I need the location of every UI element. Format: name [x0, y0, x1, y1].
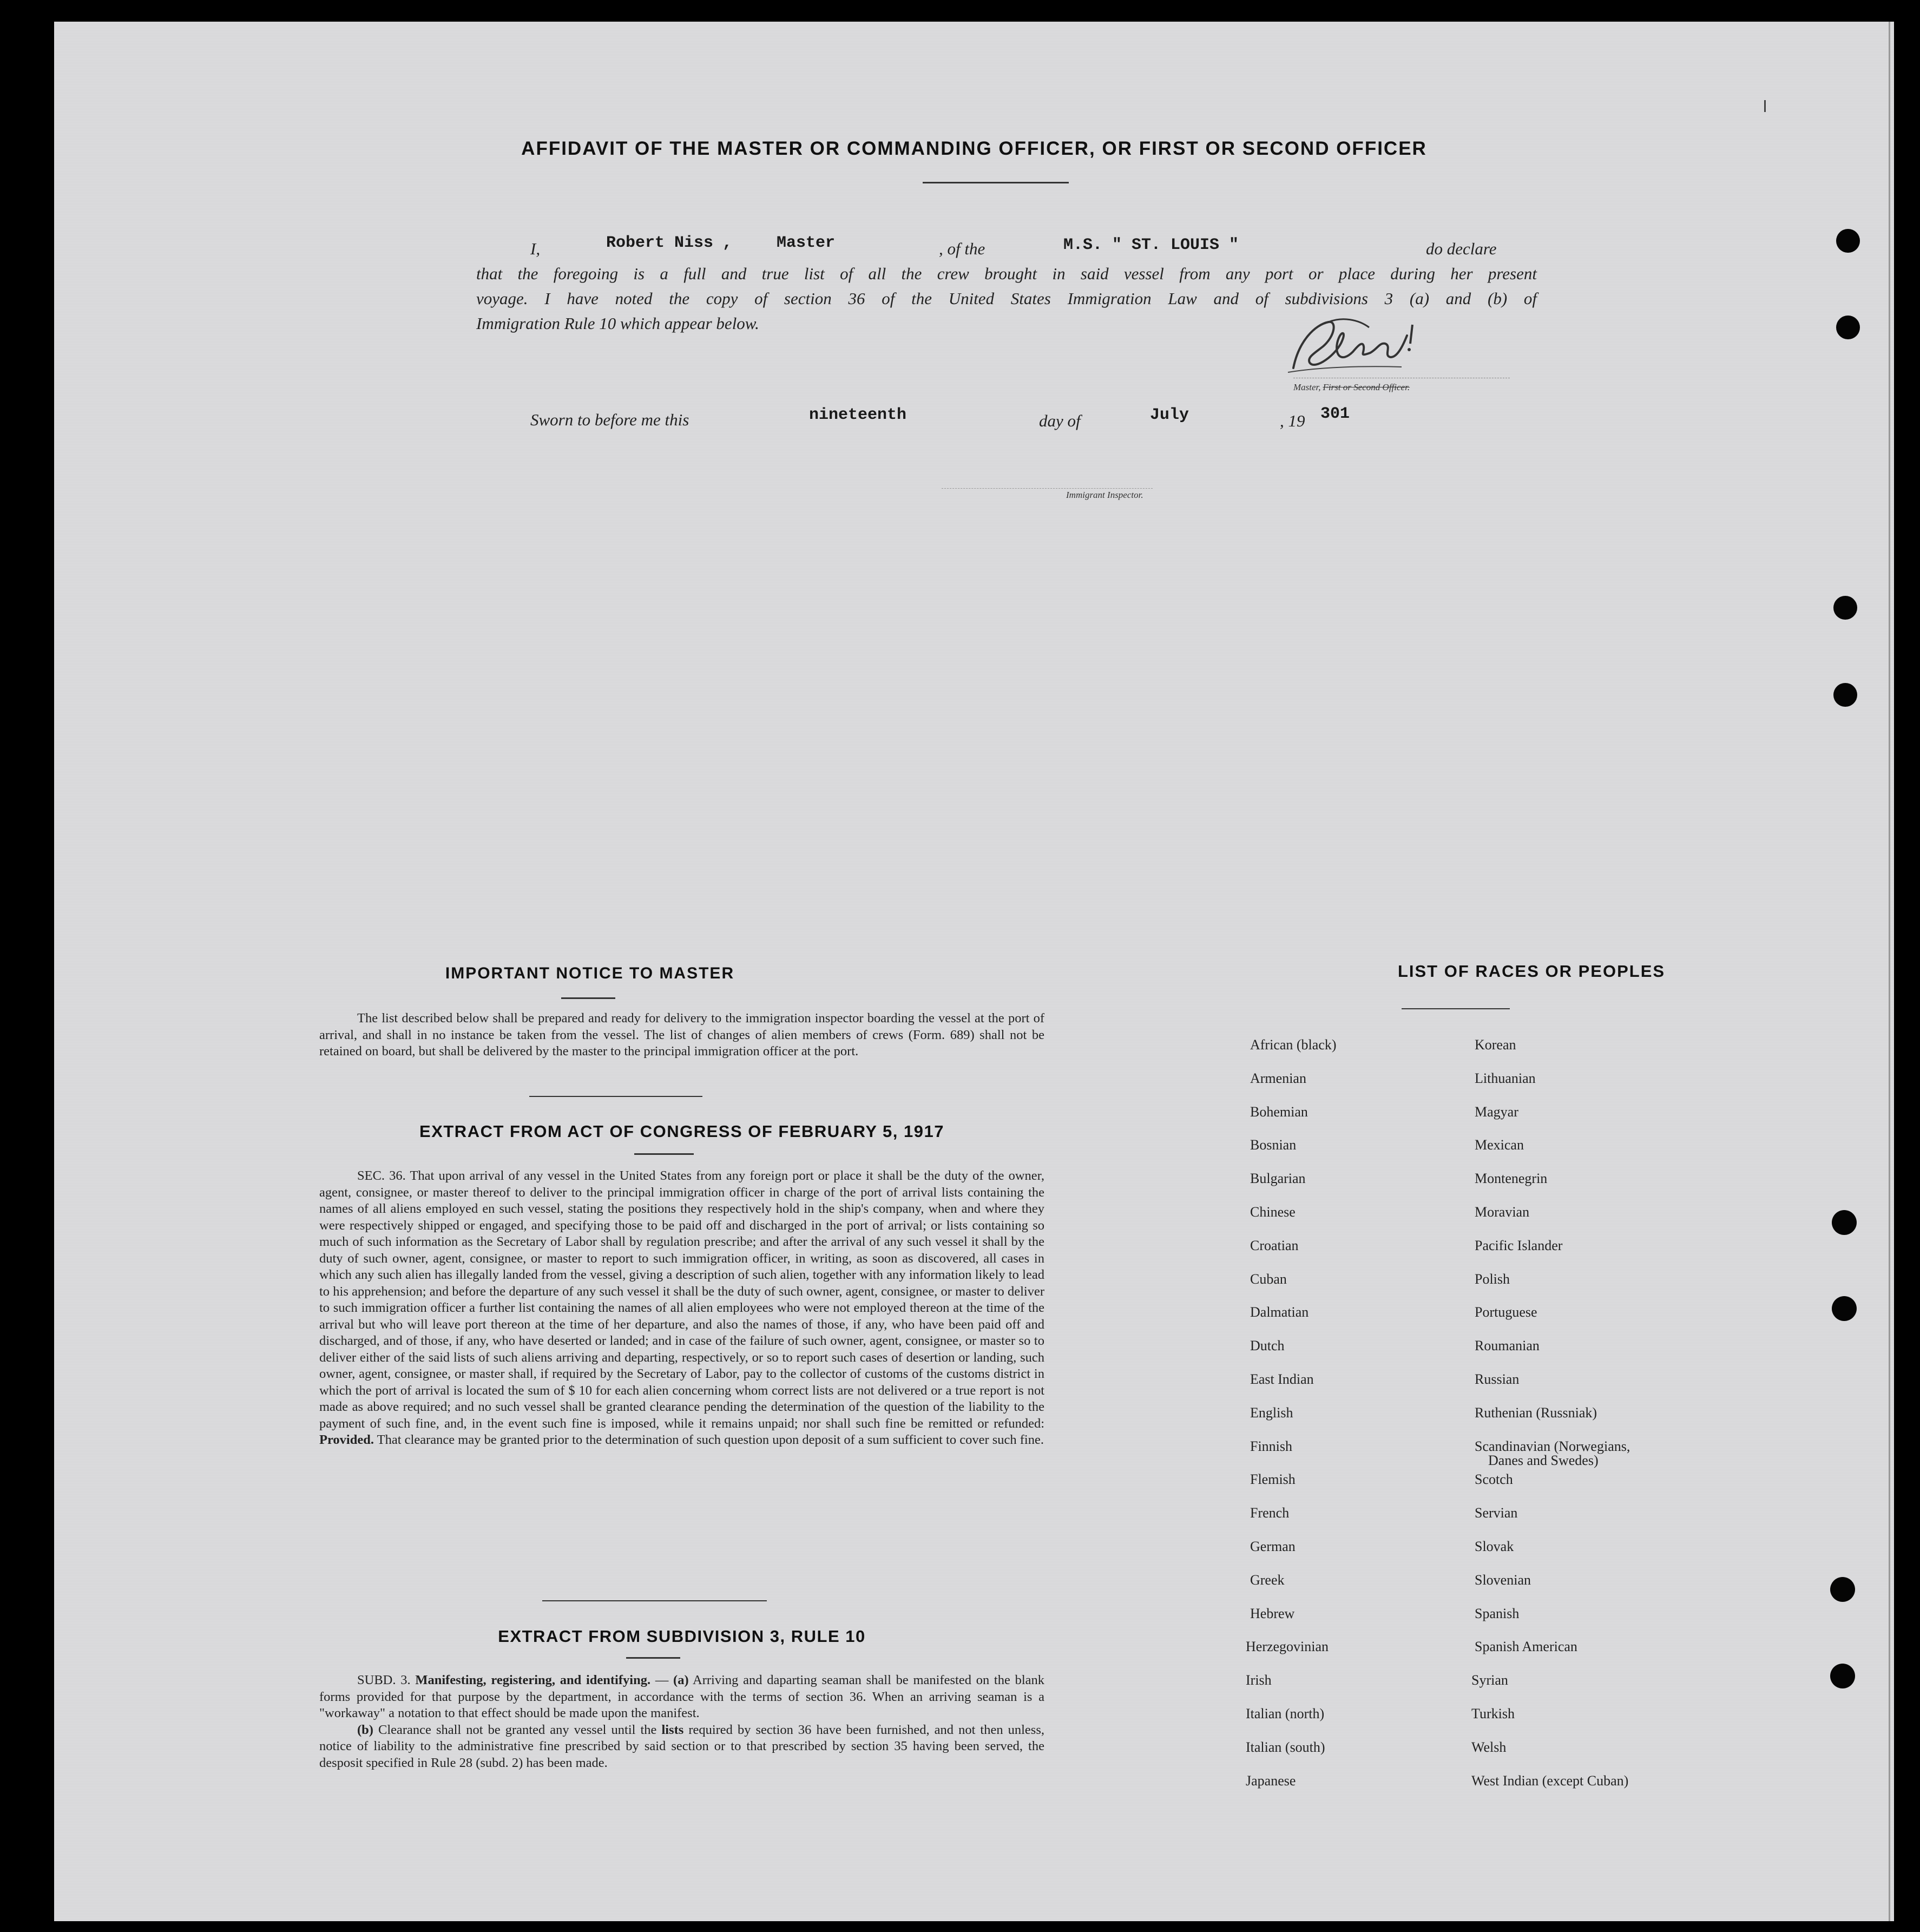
races-divider	[1402, 1008, 1510, 1009]
notice-paragraph: The list described below shall be prepared and ready for delivery to the immigration inspector boarding the vessel at the port of arrival, and shall in no instance be taken from the vessel. The list of changes of alien members of crews (Form. 689) shall not be retained on board, but shall be delivered by the master to the principal immigration officer at the port.	[319, 1011, 1044, 1059]
day-of-label: day of	[1039, 411, 1081, 430]
race-item: Herzegovinian	[1246, 1639, 1329, 1655]
race-item: East Indian	[1250, 1371, 1314, 1387]
rule-b-text-2: required by section 36 have been furnished, and not then unless, notice of liability to the administrative fine prescribed by said section or to that prescribed by section 35 having been served, the desposit specified in Rule 28 (subd. 2) has been made.	[319, 1722, 1044, 1770]
race-item: Bohemian	[1250, 1103, 1308, 1120]
race-item: Spanish	[1475, 1605, 1520, 1621]
race-item: Spanish American	[1475, 1639, 1577, 1655]
race-item: Italian (south)	[1246, 1739, 1325, 1755]
race-item: Flemish	[1250, 1471, 1296, 1488]
sworn-day: nineteenth	[809, 406, 907, 424]
act-text	[319, 1168, 1044, 1449]
affidavit-i-label: I,	[530, 239, 541, 258]
notice-text	[319, 1010, 1044, 1060]
page-right-edge	[1889, 22, 1890, 1921]
act-provided-label: Provided.	[319, 1432, 374, 1447]
race-item: Ruthenian (Russniak)	[1475, 1404, 1597, 1421]
act-text-after: That clearance may be granted prior to the determination of such question upon deposit of a sum sufficient to cover such fine.	[377, 1432, 1044, 1447]
race-item: Bulgarian	[1250, 1171, 1306, 1187]
rule-a-bold: Manifesting, registering, and identifying.	[415, 1673, 651, 1687]
race-item: Japanese	[1246, 1772, 1296, 1789]
race-item: Slovak	[1475, 1539, 1514, 1554]
race-item: Greek	[1250, 1572, 1285, 1588]
affidavit-title: AFFIDAVIT OF THE MASTER OR COMMANDING OFFICER, OR FIRST OR SECOND OFFICER	[521, 138, 1427, 159]
document-page	[54, 22, 1894, 1921]
race-item: German	[1250, 1539, 1296, 1554]
notice-title: IMPORTANT NOTICE TO MASTER	[445, 964, 735, 982]
sworn-month: July	[1150, 406, 1189, 424]
affidavit-line-3: voyage. I have noted the copy of section 36 of the United States Immigration Law and of subdivisions 3 (a) and (b) of	[476, 289, 1537, 308]
act-bottom-divider	[542, 1600, 767, 1601]
do-declare-label: do declare	[1426, 239, 1497, 258]
signature-caption-master: Master,	[1293, 382, 1321, 392]
race-item: Slovenian	[1475, 1572, 1531, 1588]
rule-a-text: Arriving and daparting seaman shall be manifested on the blank forms provided for that purpose by the department, in accordance with the terms of section 36. When an arriving seaman is a "workaway" a notation to that effect should be made upon the manifest.	[319, 1673, 1045, 1720]
race-item: African (black)	[1250, 1037, 1337, 1053]
race-item: West Indian (except Cuban)	[1471, 1772, 1629, 1789]
act-divider	[634, 1153, 694, 1155]
signature-caption-struck: First or Second Officer.	[1323, 382, 1410, 392]
race-item: Danes and Swedes)	[1488, 1452, 1599, 1468]
rule-a-prefix: SUBD. 3.	[357, 1673, 411, 1687]
race-item: Dutch	[1250, 1338, 1285, 1354]
rule-a-dash: —	[655, 1673, 669, 1687]
corner-mark	[1764, 100, 1766, 112]
rule-b-label: (b)	[357, 1722, 373, 1737]
race-item: Servian	[1475, 1505, 1518, 1521]
rule-b-text-1: Clearance shall not be granted any vessel until the	[378, 1722, 657, 1737]
race-item: Scandinavian (Norwegians,	[1475, 1438, 1630, 1454]
rule-a-label: (a)	[673, 1673, 689, 1687]
master-signature	[1277, 303, 1450, 384]
race-item: Mexican	[1475, 1137, 1524, 1153]
affidavit-line-4: Immigration Rule 10 which appear below.	[476, 314, 759, 333]
race-item: Pacific Islander	[1475, 1237, 1563, 1253]
punch-hole	[1833, 596, 1857, 620]
race-item: Lithuanian	[1475, 1070, 1536, 1086]
races-title: LIST OF RACES OR PEOPLES	[1397, 962, 1666, 981]
race-item: Irish	[1246, 1672, 1272, 1688]
punch-hole	[1830, 1664, 1855, 1688]
rule-divider	[626, 1657, 680, 1659]
race-item: Polish	[1475, 1271, 1510, 1287]
race-item: Cuban	[1250, 1271, 1287, 1287]
title-divider	[923, 182, 1069, 183]
race-item: Bosnian	[1250, 1137, 1297, 1153]
sworn-prefix: Sworn to before me this	[530, 410, 689, 429]
punch-hole	[1836, 316, 1860, 339]
race-item: Syrian	[1471, 1672, 1508, 1688]
race-item: Hebrew	[1250, 1605, 1295, 1621]
punch-hole	[1836, 229, 1860, 253]
act-title: EXTRACT FROM ACT OF CONGRESS OF FEBRUARY 5, 1917	[419, 1122, 944, 1141]
notice-divider	[561, 997, 615, 999]
affidavit-line-2: that the foregoing is a full and true list of all the crew brought in said vessel from any port or place during her present	[476, 264, 1537, 283]
rule-paragraph-b	[319, 1722, 1044, 1772]
race-item: English	[1250, 1404, 1293, 1421]
race-item: Roumanian	[1475, 1338, 1540, 1354]
race-item: Korean	[1475, 1037, 1516, 1053]
rule-text	[319, 1672, 1044, 1771]
race-item: Finnish	[1250, 1438, 1293, 1454]
race-item: Dalmatian	[1250, 1304, 1309, 1320]
punch-hole	[1830, 1577, 1855, 1602]
punch-hole	[1832, 1296, 1857, 1321]
race-item: French	[1250, 1505, 1290, 1521]
notice-bottom-divider	[529, 1096, 702, 1097]
inspector-line	[942, 488, 1153, 489]
of-the-label: , of the	[939, 239, 985, 258]
rule-title: EXTRACT FROM SUBDIVISION 3, RULE 10	[498, 1627, 866, 1646]
rule-b-bold: lists	[661, 1722, 684, 1737]
act-text-before: SEC. 36. That upon arrival of any vessel in the United States from any foreign port or place it shall be the duty of the owner, agent, consignee, or master thereof to deliver to the principal immigration officer in charge of the port of arrival lists containing the names of all aliens employed en such vessel, stating the positions they respectively hold in the ship's company, when and where they were respectively shipped or engaged, and specifying those to be paid off and discharged in the port of arrival; or lists containing so much of such information as the Secretary of Labor shall by regulation prescribe; and after the arrival of any such vessel it shall by the duty of such owner, agent, consignee, or master to report to such immigration officer, in writing, as soon as discovered, all cases in which any such alien has illegally landed from the vessel, giving a description of such alien, together with any information likely to lead to his apprehension; and before the departure of any such vessel it shall be the duty of such owner, agent, consignee, or master to deliver to such immigration officer a further list containing the names of all alien employees who were not employed thereon at the time of the arrival but who will leave port thereon at the time of her departure, and also the names of those, if any, who have been paid off and discharged, and of those, if any, who have deserted or landed; and in case of the failure of such owner, agent, consignee, or master so to deliver either of the said lists of such aliens arriving and departing, respectively, or so to report such cases of desertion or landing, such owner, agent, consignee, or master shall, if required by the Secretary of Labor, pay to the collector of customs of the customs district in which the port of arrival is located the sum of $ 10 for each alien concerning whom correct lists are not delivered or a true report is not made as above required; and no such vessel shall be granted clearance pending the determination of the question of the liability to the payment of such fine, and, in the event such fine is imposed, while it remains unpaid; nor shall such fine be remitted or refunded:	[319, 1168, 1044, 1431]
race-item: Russian	[1475, 1371, 1520, 1387]
year-suffix: 301	[1320, 405, 1350, 423]
name-comma: ,	[722, 234, 733, 252]
race-item: Chinese	[1250, 1204, 1296, 1220]
punch-hole	[1833, 683, 1857, 707]
race-item: Welsh	[1471, 1739, 1507, 1755]
act-paragraph	[319, 1168, 1044, 1449]
rule-paragraph-a	[319, 1672, 1044, 1722]
punch-hole	[1832, 1210, 1857, 1235]
race-item: Portuguese	[1475, 1304, 1537, 1320]
race-item: Moravian	[1475, 1204, 1530, 1220]
signature-caption	[1293, 382, 1410, 393]
race-item: Croatian	[1250, 1237, 1299, 1253]
master-rank: Master	[777, 234, 836, 252]
race-item: Italian (north)	[1246, 1706, 1325, 1721]
race-item: Turkish	[1471, 1706, 1515, 1721]
race-item: Armenian	[1250, 1070, 1306, 1086]
race-item: Scotch	[1475, 1471, 1513, 1488]
inspector-caption: Immigrant Inspector.	[1066, 490, 1143, 500]
vessel-name: M.S. " ST. LOUIS "	[1063, 236, 1239, 254]
master-name: Robert Niss	[606, 234, 714, 252]
race-item: Montenegrin	[1475, 1171, 1548, 1187]
race-item: Magyar	[1475, 1103, 1518, 1120]
year-prefix: , 19	[1280, 411, 1305, 430]
